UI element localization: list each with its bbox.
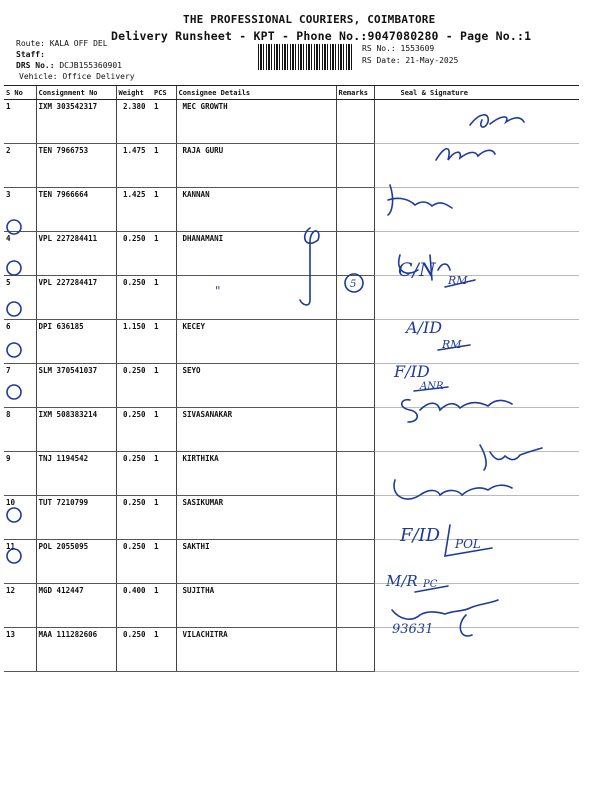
table-row: [4, 364, 579, 408]
cell-pcs: 1: [152, 276, 176, 320]
cell-pcs: 1: [152, 628, 176, 672]
cell-weight: 0.400: [116, 584, 152, 628]
note-rm-2: RM: [442, 338, 462, 351]
cell-signature: [374, 496, 579, 540]
cell-pcs: 1: [152, 188, 176, 232]
cell-consignment-no: TEN 7966753: [36, 144, 116, 188]
cell-signature: [374, 540, 579, 584]
cell-signature: [374, 188, 579, 232]
cell-weight: 2.380: [116, 100, 152, 144]
cell-consignment-no: VPL 227284417: [36, 276, 116, 320]
table-row: [4, 100, 579, 144]
cell-consignee: KECEY: [176, 320, 336, 364]
cell-remarks: [336, 364, 374, 408]
note-f-id-1: F/ID: [394, 362, 430, 381]
phone-note: 93631: [392, 622, 434, 637]
note-anr: ANR: [420, 381, 444, 392]
table-row: [4, 540, 579, 584]
note-f-id-2: F/ID: [400, 525, 441, 546]
cell-weight: 0.250: [116, 496, 152, 540]
cell-consignee: [176, 276, 336, 320]
cell-consignment-no: MAA 111282606: [36, 628, 116, 672]
cell-sno: 12: [4, 584, 36, 628]
col-remarks-header: Remarks: [336, 86, 374, 100]
cell-consignee: DHANAMANI: [176, 232, 336, 276]
cell-remarks: [336, 144, 374, 188]
cell-remarks: [336, 496, 374, 540]
cell-weight: 0.250: [116, 364, 152, 408]
route-label: Route: KALA OFF DEL: [16, 39, 108, 48]
cell-signature: [374, 364, 579, 408]
cell-sno: 3: [4, 188, 36, 232]
circled-remark-digit: 5: [350, 279, 357, 290]
rs-number: RS No.: 1553609: [362, 44, 435, 53]
company-name: THE PROFESSIONAL COURIERS, COIMBATORE: [183, 13, 436, 26]
cell-consignee: SUJITHA: [176, 584, 336, 628]
cell-remarks: [336, 408, 374, 452]
table-row: [4, 276, 579, 320]
cell-pcs: 1: [152, 452, 176, 496]
cell-weight: 0.250: [116, 232, 152, 276]
table-header-row: [4, 86, 579, 100]
note-pc: PC: [423, 579, 438, 590]
cell-consignment-no: VPL 227284411: [36, 232, 116, 276]
cell-weight: 0.250: [116, 452, 152, 496]
cell-remarks: [336, 320, 374, 364]
cell-sno: 10: [4, 496, 36, 540]
cell-consignment-no: TNJ 1194542: [36, 452, 116, 496]
table-row: [4, 320, 579, 364]
col-consignee-header: Consignee Details: [176, 86, 336, 100]
cell-weight: 0.250: [116, 540, 152, 584]
cell-consignee: SIVASANAKAR: [176, 408, 336, 452]
cell-consignee: SEYO: [176, 364, 336, 408]
cell-sno: 2: [4, 144, 36, 188]
ditto-mark: ": [215, 284, 221, 298]
table-row: [4, 232, 579, 276]
cell-sno: 9: [4, 452, 36, 496]
table-row: [4, 408, 579, 452]
cell-pcs: 1: [152, 496, 176, 540]
staff-label: Staff:: [16, 50, 45, 59]
cell-remarks: [336, 628, 374, 672]
cell-signature: [374, 408, 579, 452]
cell-pcs: 1: [152, 100, 176, 144]
cell-consignment-no: TEN 7966664: [36, 188, 116, 232]
cell-signature: [374, 584, 579, 628]
cell-pcs: 1: [152, 408, 176, 452]
note-rm-1: RM: [448, 274, 468, 287]
cell-weight: 0.250: [116, 276, 152, 320]
col-signature-header: Seal & Signature: [374, 86, 579, 100]
cell-remarks: [336, 584, 374, 628]
cell-sno: 1: [4, 100, 36, 144]
cell-consignee: MEC GROWTH: [176, 100, 336, 144]
cell-pcs: 1: [152, 232, 176, 276]
drs-number: [16, 61, 122, 70]
runsheet-title: Delivery Runsheet - KPT - Phone No.:9047080280 - Page No.:1: [111, 29, 532, 43]
cell-remarks: [336, 232, 374, 276]
cell-consignment-no: POL 2055095: [36, 540, 116, 584]
cell-weight: 1.475: [116, 144, 152, 188]
cell-consignee: SAKTHI: [176, 540, 336, 584]
cell-signature: [374, 232, 579, 276]
col-sno-header: S No: [4, 86, 36, 100]
cell-sno: 6: [4, 320, 36, 364]
cell-signature: [374, 144, 579, 188]
table-row: [4, 584, 579, 628]
cell-consignment-no: MGD 412447: [36, 584, 116, 628]
cell-signature: [374, 452, 579, 496]
cell-consignment-no: TUT 7210799: [36, 496, 116, 540]
col-consignment-header: Consignment No: [36, 86, 116, 100]
drs-label: DRS No.:: [16, 61, 55, 70]
note-c-in: C/N: [398, 259, 436, 281]
cell-remarks: [336, 540, 374, 584]
table-row: [4, 144, 579, 188]
cell-consignee: VILACHITRA: [176, 628, 336, 672]
note-m-ir: M/R: [386, 572, 418, 590]
cell-consignment-no: SLM 370541037: [36, 364, 116, 408]
cell-signature: [374, 100, 579, 144]
col-weight-header: Weight: [116, 86, 152, 100]
cell-sno: 8: [4, 408, 36, 452]
cell-signature: [374, 320, 579, 364]
cell-pcs: 1: [152, 320, 176, 364]
cell-consignment-no: IXM 303542317: [36, 100, 116, 144]
cell-weight: 0.250: [116, 408, 152, 452]
cell-weight: 1.425: [116, 188, 152, 232]
runsheet-table: [4, 85, 579, 672]
note-a-id: A/ID: [406, 318, 443, 337]
barcode: [258, 44, 354, 70]
cell-consignee: KANNAN: [176, 188, 336, 232]
col-pcs-header: PCS: [152, 86, 176, 100]
cell-pcs: 1: [152, 364, 176, 408]
cell-sno: 5: [4, 276, 36, 320]
table-row: [4, 496, 579, 540]
table-row: [4, 628, 579, 672]
cell-remarks: [336, 452, 374, 496]
cell-sno: 7: [4, 364, 36, 408]
cell-signature: [374, 628, 579, 672]
cell-consignee: KIRTHIKA: [176, 452, 336, 496]
table-row: [4, 452, 579, 496]
cell-consignment-no: DPI 636185: [36, 320, 116, 364]
vehicle-label: Vehicle: Office Delivery: [19, 72, 135, 81]
cell-pcs: 1: [152, 584, 176, 628]
cell-pcs: 1: [152, 144, 176, 188]
rs-date: RS Date: 21-May-2025: [362, 56, 459, 65]
drs-value: DCJB155360901: [59, 61, 122, 70]
cell-sno: 13: [4, 628, 36, 672]
cell-weight: 0.250: [116, 628, 152, 672]
cell-signature: [374, 276, 579, 320]
cell-remarks: [336, 188, 374, 232]
cell-remarks: [336, 100, 374, 144]
cell-consignee: SASIKUMAR: [176, 496, 336, 540]
cell-weight: 1.150: [116, 320, 152, 364]
cell-pcs: 1: [152, 540, 176, 584]
cell-sno: 4: [4, 232, 36, 276]
note-pol: POL: [455, 537, 481, 551]
cell-consignee: RAJA GURU: [176, 144, 336, 188]
cell-consignment-no: IXM 508383214: [36, 408, 116, 452]
table-row: [4, 188, 579, 232]
cell-remarks: [336, 276, 374, 320]
cell-sno: 11: [4, 540, 36, 584]
